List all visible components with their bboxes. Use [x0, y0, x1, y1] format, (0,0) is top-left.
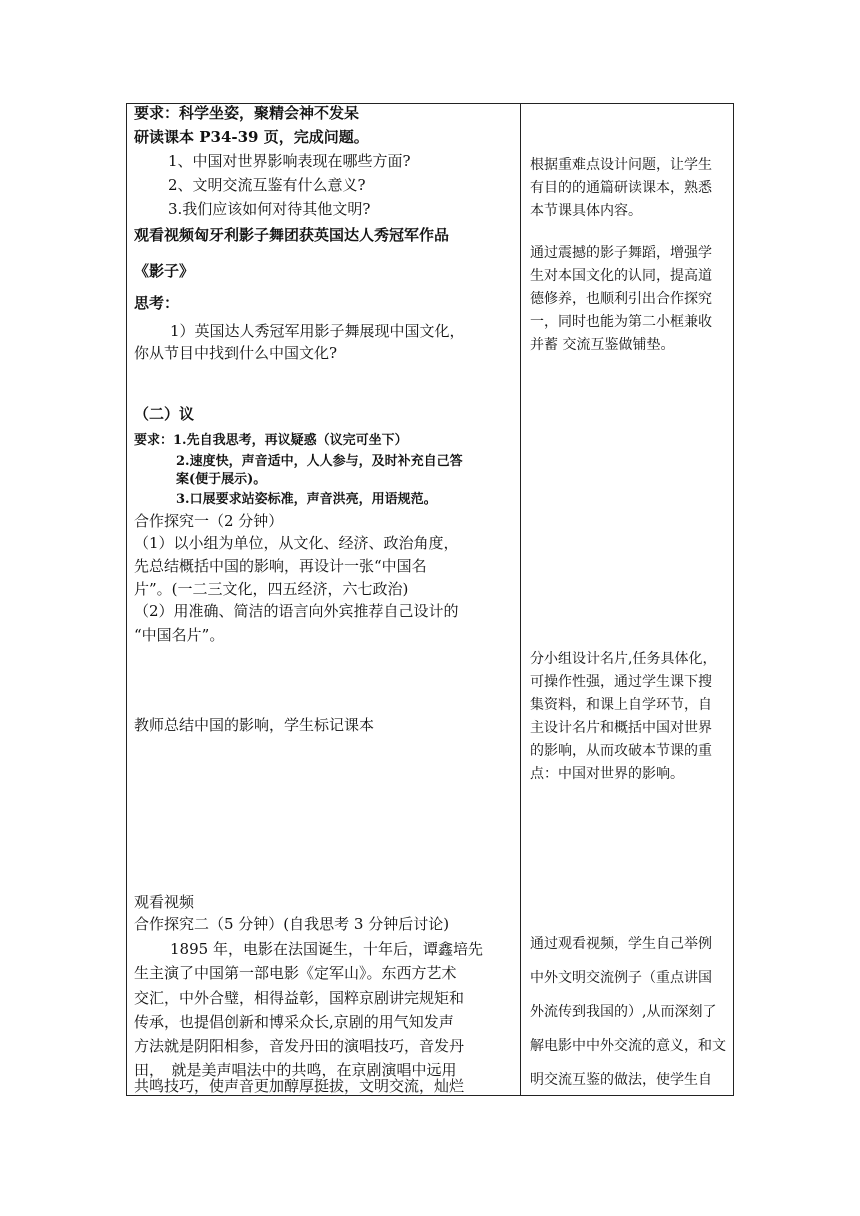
coop-one-title: 合作探究一（2 分钟） [134, 512, 284, 530]
watch-video-label: 观看视频 [134, 893, 195, 911]
question-3: 3.我们应该如何对待其他文明? [168, 200, 371, 218]
question-2: 2、文明交流互鉴有什么意义? [168, 176, 366, 194]
think-heading: 思考： [134, 294, 180, 312]
discuss-requirement-1: 要求：1.先自我思考，再议疑惑（议完可坐下） [134, 433, 408, 448]
think-question-line-2: 你从节目中找到什么中国文化? [134, 344, 338, 362]
note-4-line-4: 解电影中中外交流的意义，和文 [530, 1038, 726, 1054]
note-1-line-1: 根据重难点设计问题，让学生 [530, 157, 712, 173]
note-1-line-3: 本节课具体内容。 [530, 203, 642, 219]
teacher-summary: 教师总结中国的影响，学生标记课本 [134, 716, 375, 734]
coop-one-line-3: 片”。(一二三文化，四五经济，六七政治) [134, 580, 409, 598]
column-divider [520, 104, 521, 1095]
discuss-requirement-2: 2.速度快，声音适中，人人参与，及时补充自己答 [176, 454, 463, 469]
note-4-line-3: 外流传到我国的）,从而深刻了 [530, 1004, 717, 1020]
section-two-heading: （二）议 [134, 405, 195, 423]
note-4-line-1: 通过观看视频，学生自己举例 [530, 936, 712, 952]
note-4-line-2: 中外文明交流例子（重点讲国 [530, 970, 712, 986]
reading-task: 研读课本 P34-39 页，完成问题。 [134, 128, 369, 146]
discuss-requirement-2-cont: 案(便于展示)。 [176, 472, 267, 487]
note-2-line-2: 生对本国文化的认同，提高道 [530, 268, 712, 284]
coop-two-line-1: 1895 年，电影在法国诞生，十年后，谭鑫培先 [170, 940, 483, 958]
note-2-line-3: 德修养，也顺利引出合作探究 [530, 291, 712, 307]
note-3-line-6: 点：中国对世界的影响。 [530, 766, 684, 782]
discuss-requirement-3: 3.口展要求站姿标准，声音洪亮，用语规范。 [176, 492, 437, 507]
note-3-line-1: 分小组设计名片,任务具体化， [530, 651, 717, 667]
note-1-line-2: 有目的的通篇研读课本，熟悉 [530, 180, 712, 196]
coop-two-line-4: 传承，也提倡创新和博采众长,京剧的用气知发声 [134, 1013, 454, 1031]
video-title-line-2: 《影子》 [134, 262, 195, 280]
coop-two-line-2: 生主演了中国第一部电影《定军山》。东西方艺术 [134, 964, 457, 982]
note-3-line-5: 的影响，从而攻破本节课的重 [530, 743, 712, 759]
note-3-line-3: 集资料，和课上自学环节，自 [530, 697, 712, 713]
coop-two-title: 合作探究二（5 分钟）(自我思考 3 分钟后讨论) [134, 915, 450, 933]
coop-one-line-5: “中国名片”。 [134, 626, 225, 644]
note-3-line-4: 主设计名片和概括中国对世界 [530, 720, 712, 736]
coop-one-line-1: （1）以小组为单位，从文化、经济、政治角度， [134, 534, 459, 552]
note-3-line-2: 可操作性强，通过学生课下搜 [530, 674, 712, 690]
note-2-line-1: 通过震撼的影子舞蹈，增强学 [530, 245, 712, 261]
coop-two-line-6: 田， 就是美声唱法中的共鸣，在京剧演唱中远用 [134, 1061, 457, 1079]
coop-one-line-4: （2）用准确、简洁的语言向外宾推荐自己设计的 [134, 602, 459, 620]
coop-two-line-7: 共鸣技巧，使声音更加醇厚挺拔，文明交流，灿烂 [134, 1077, 465, 1095]
note-2-line-5: 并蓄 交流互鉴做铺垫。 [530, 337, 675, 353]
requirement-line: 要求：科学坐姿，聚精会神不发呆 [134, 104, 360, 122]
think-question-line-1: 1）英国达人秀冠军用影子舞展现中国文化， [170, 322, 465, 340]
question-1: 1、中国对世界影响表现在哪些方面? [168, 152, 411, 170]
coop-one-line-2: 先总结概括中国的影响，再设计一张“中国名 [134, 557, 427, 575]
note-2-line-4: 一，同时也能为第二小框兼收 [530, 314, 712, 330]
coop-two-line-3: 交汇，中外合璧，相得益彰，国粹京剧讲完规矩和 [134, 989, 465, 1007]
note-4-line-5: 明交流互鉴的做法，使学生自 [530, 1072, 712, 1088]
video-title-line-1: 观看视频匈牙利影子舞团获英国达人秀冠军作品 [134, 226, 450, 244]
coop-two-line-5: 方法就是阴阳相参，音发丹田的演唱技巧，音发丹 [134, 1037, 465, 1055]
